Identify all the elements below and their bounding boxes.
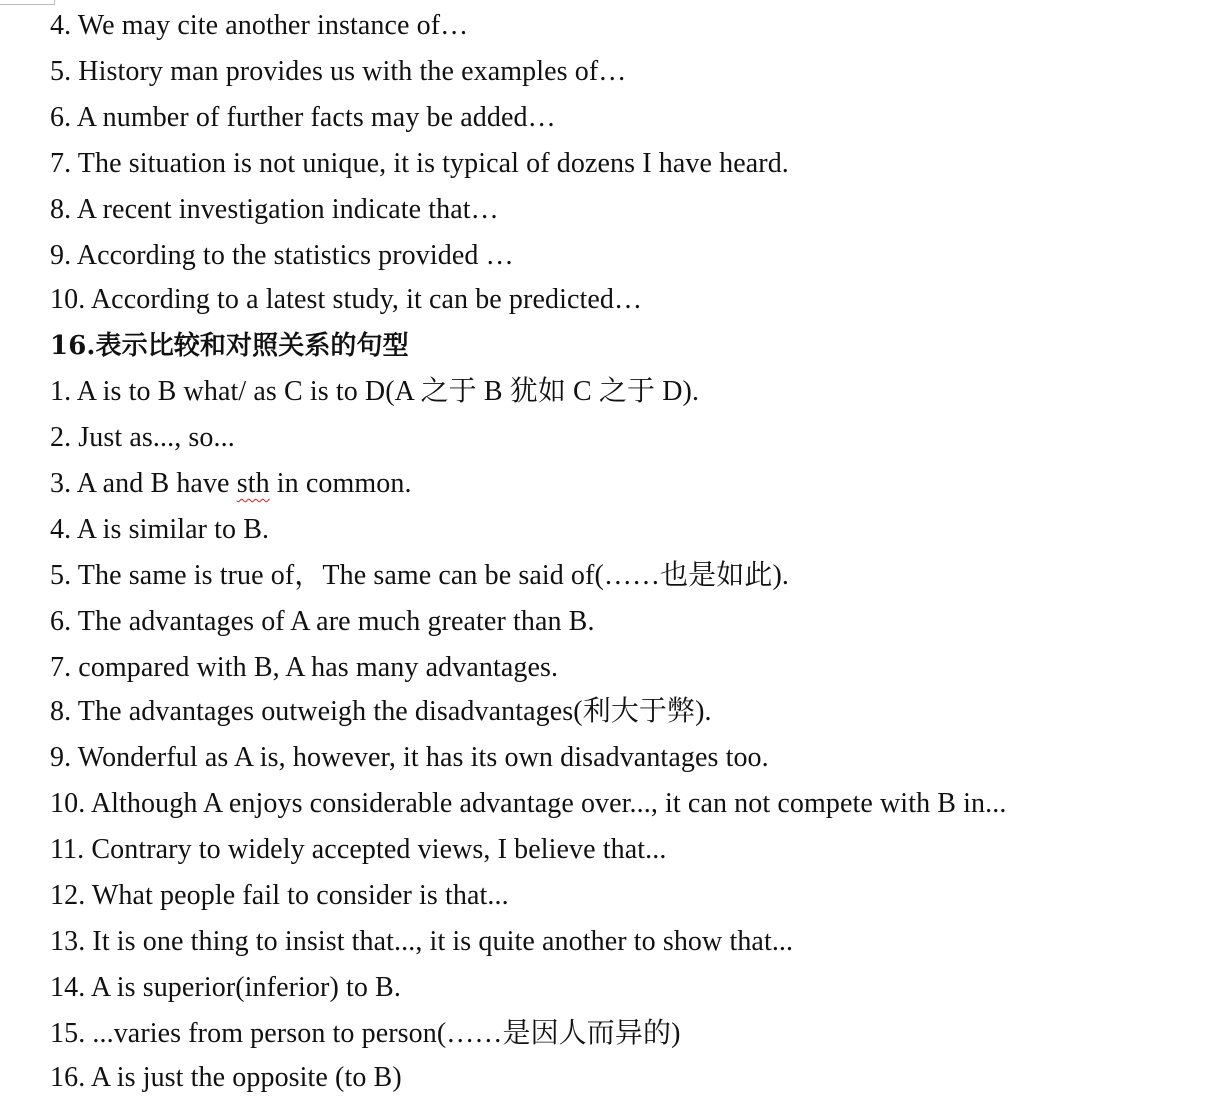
section-item-7: 7. compared with B, A has many advantages. bbox=[50, 652, 559, 683]
section-item-9: 9. Wonderful as A is, however, it has its own disadvantages too. bbox=[50, 742, 769, 773]
section-item-11: 11. Contrary to widely accepted views, I believe that... bbox=[50, 834, 667, 865]
section-heading: 16.表示比较和对照关系的句型 bbox=[50, 331, 409, 361]
intro-line-7: 7. The situation is not unique, it is typical of dozens I have heard. bbox=[50, 148, 789, 179]
intro-line-5: 5. History man provides us with the examples of… bbox=[50, 56, 627, 87]
section-item-14: 14. A is superior(inferior) to B. bbox=[50, 972, 401, 1003]
intro-line-8: 8. A recent investigation indicate that… bbox=[50, 194, 499, 225]
section-item-10: 10. Although A enjoys considerable advantage over..., it can not compete with B in... bbox=[50, 788, 1007, 819]
intro-line-4: 4. We may cite another instance of… bbox=[50, 10, 469, 41]
intro-line-10: 10. According to a latest study, it can be predicted… bbox=[50, 284, 643, 315]
intro-line-9: 9. According to the statistics provided … bbox=[50, 240, 514, 271]
section-item-3-after: in common. bbox=[269, 468, 412, 499]
section-item-3 bbox=[50, 464, 412, 504]
section-item-3-before: 3. A and B have bbox=[50, 468, 237, 499]
section-item-15: 15. ...varies from person to person(……是因人而异的) bbox=[50, 1018, 681, 1049]
section-item-16: 16. A is just the opposite (to B) bbox=[50, 1062, 402, 1093]
intro-line-6: 6. A number of further facts may be added… bbox=[50, 102, 556, 133]
section-item-6: 6. The advantages of A are much greater than B. bbox=[50, 606, 595, 637]
page-corner-mark bbox=[0, 0, 55, 5]
section-item-5: 5. The same is true of，The same can be said of(……也是如此). bbox=[50, 560, 790, 591]
section-item-12: 12. What people fail to consider is that... bbox=[50, 880, 509, 911]
section-item-2: 2. Just as..., so... bbox=[50, 422, 235, 453]
section-item-4: 4. A is similar to B. bbox=[50, 514, 270, 545]
spellcheck-flagged-word[interactable]: sth bbox=[236, 468, 270, 499]
section-item-13: 13. It is one thing to insist that..., it is quite another to show that... bbox=[50, 926, 794, 957]
section-item-1: 1. A is to B what/ as C is to D(A 之于 B 犹如 C 之于 D). bbox=[50, 376, 700, 407]
section-item-8: 8. The advantages outweigh the disadvantages(利大于弊). bbox=[50, 696, 712, 727]
